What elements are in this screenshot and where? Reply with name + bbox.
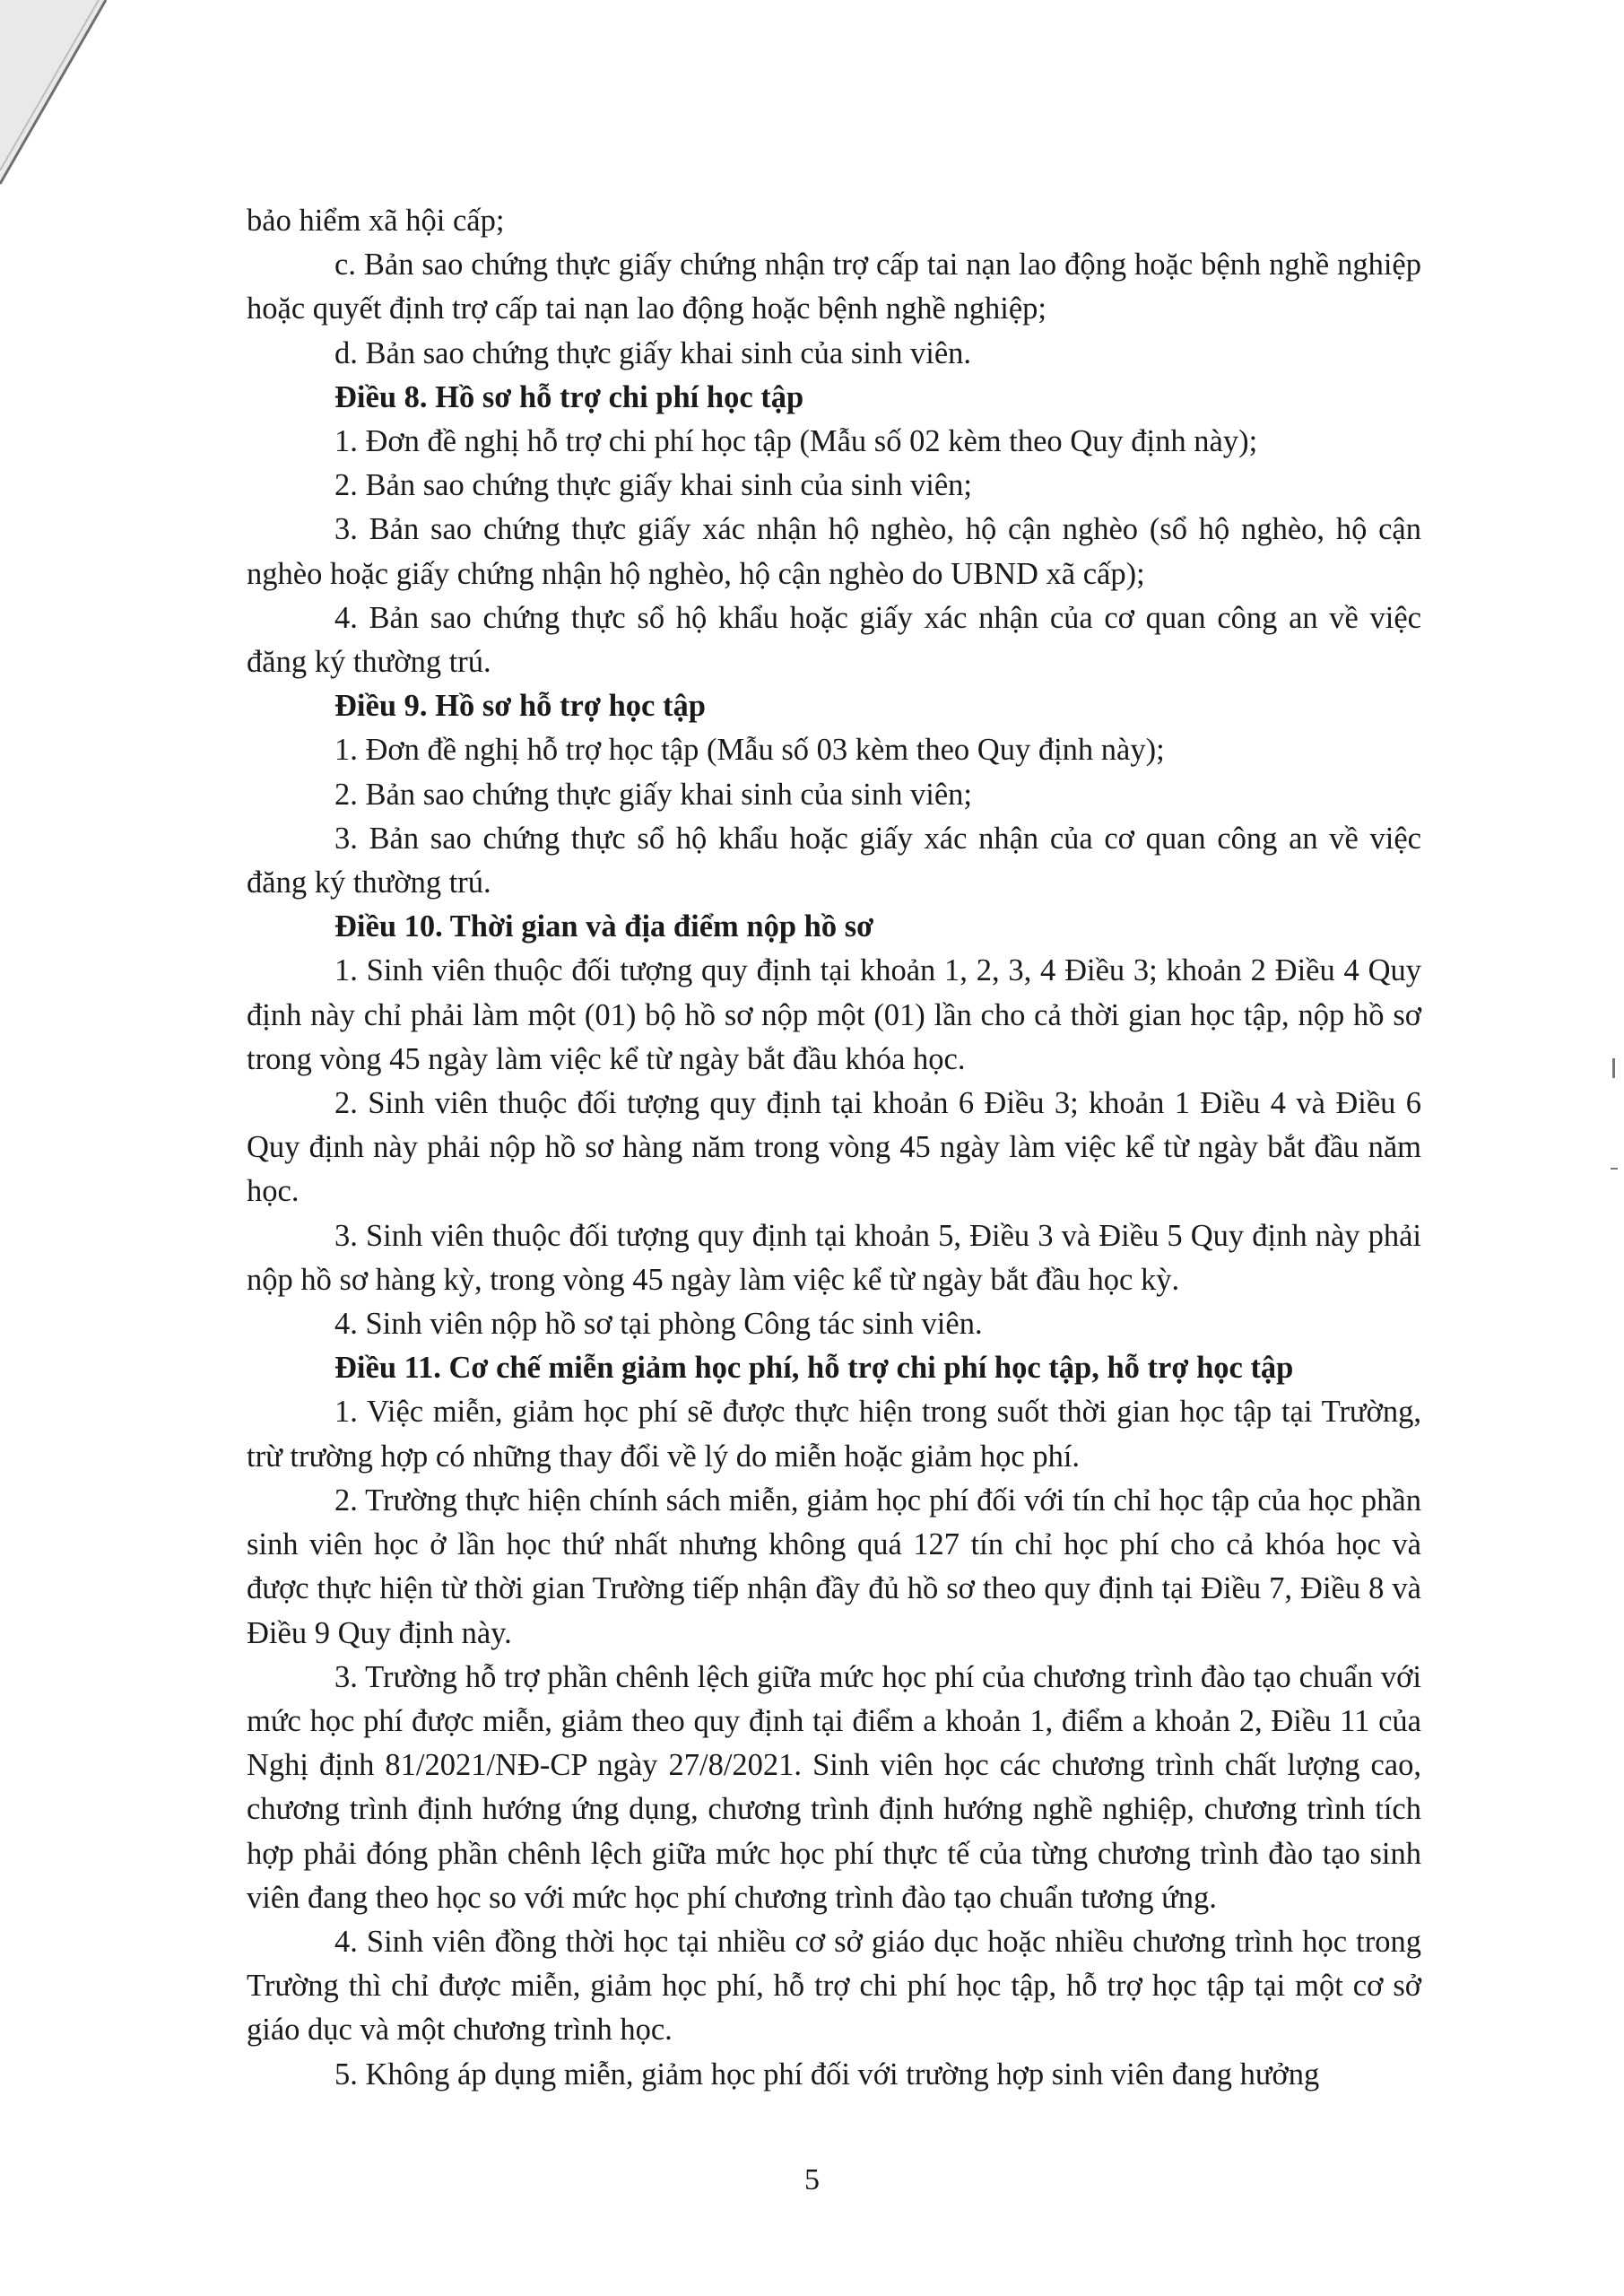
paragraph: 3. Bản sao chứng thực giấy xác nhận hộ nghèo, hộ cận nghèo (sổ hộ nghèo, hộ cận nghèo hoặc giấy chứng nhận hộ nghèo, hộ cận nghèo do UBND xã cấp);: [247, 512, 1421, 591]
paragraph: 3. Sinh viên thuộc đối tượng quy định tại khoản 5, Điều 3 và Điều 5 Quy định này phải nộp hồ sơ hàng kỳ, trong vòng 45 ngày làm việc kể từ ngày bắt đầu học kỳ.: [247, 1218, 1421, 1297]
article-heading: Điều 8. Hồ sơ hỗ trợ chi phí học tập: [334, 379, 804, 414]
article-heading: Điều 10. Thời gian và địa điểm nộp hồ sơ: [334, 909, 874, 944]
paragraph: 1. Việc miễn, giảm học phí sẽ được thực hiện trong suốt thời gian học tập tại Trường, trừ trường hợp có những thay đổi về lý do miễn hoặc giảm học phí.: [247, 1395, 1421, 1474]
paragraph: 5. Không áp dụng miễn, giảm học phí đối với trường hợp sinh viên đang hưởng: [334, 2057, 1320, 2092]
paragraph: 1. Đơn đề nghị hỗ trợ học tập (Mẫu số 03 kèm theo Quy định này);: [334, 733, 1165, 768]
paragraph: d. Bản sao chứng thực giấy khai sinh của sinh viên.: [334, 335, 972, 370]
article-heading: Điều 11. Cơ chế miễn giảm học phí, hỗ trợ chi phí học tập, hỗ trợ học tập: [334, 1351, 1294, 1386]
paragraph: c. Bản sao chứng thực giấy chứng nhận trợ cấp tai nạn lao động hoặc bệnh nghề nghiệp hoặc quyết định trợ cấp tai nạn lao động hoặc bệnh nghề nghiệp;: [247, 248, 1421, 326]
paragraph: 1. Đơn đề nghị hỗ trợ chi phí học tập (Mẫu số 02 kèm theo Quy định này);: [334, 424, 1258, 459]
paragraph: 4. Bản sao chứng thực sổ hộ khẩu hoặc giấy xác nhận của cơ quan công an về việc đăng ký thường trú.: [247, 600, 1421, 680]
paragraph: 1. Sinh viên thuộc đối tượng quy định tại khoản 1, 2, 3, 4 Điều 3; khoản 2 Điều 4 Quy định này chỉ phải làm một (01) bộ hồ sơ nộp một (01) lần cho cả thời gian học tập, nộp hồ sơ trong vòng 45 ngày làm việc kể từ ngày bắt đầu khóa học.: [247, 953, 1421, 1076]
page-number: 5: [804, 2163, 820, 2196]
scan-speck: [1611, 1168, 1618, 1170]
paragraph: 4. Sinh viên nộp hồ sơ tại phòng Công tác sinh viên.: [334, 1307, 983, 1342]
paragraph: bảo hiểm xã hội cấp;: [247, 204, 505, 238]
scan-speck: [1612, 1058, 1615, 1078]
paragraph: 4. Sinh viên đồng thời học tại nhiều cơ sở giáo dục hoặc nhiều chương trình học trong Trường thì chỉ được miễn, giảm học phí, hỗ trợ chi phí học tập, hỗ trợ học tập tại một cơ sở giáo dục và một chương trình học.: [247, 1924, 1421, 2048]
paragraph: 2. Bản sao chứng thực giấy khai sinh của sinh viên;: [334, 777, 972, 812]
paragraph: 2. Trường thực hiện chính sách miễn, giảm học phí đối với tín chỉ học tập của học phần sinh viên học ở lần học thứ nhất nhưng không quá 127 tín chỉ học phí cho cả khóa học và được thực hiện từ thời gian Trường tiếp nhận đầy đủ hồ sơ theo quy định tại Điều 7, Điều 8 và Điều 9 Quy định này.: [247, 1483, 1421, 1650]
paragraph: 2. Bản sao chứng thực giấy khai sinh của sinh viên;: [334, 468, 972, 503]
paragraph: 3. Bản sao chứng thực sổ hộ khẩu hoặc giấy xác nhận của cơ quan công an về việc đăng ký thường trú.: [247, 821, 1421, 900]
document-page: [247, 199, 1421, 2097]
scan-edge-shadow: [0, 0, 126, 206]
article-heading: Điều 9. Hồ sơ hỗ trợ học tập: [334, 689, 706, 724]
paragraph: 2. Sinh viên thuộc đối tượng quy định tại khoản 6 Điều 3; khoản 1 Điều 4 và Điều 6 Quy định này phải nộp hồ sơ hàng năm trong vòng 45 ngày làm việc kể từ ngày bắt đầu năm học.: [247, 1086, 1421, 1209]
paragraph: 3. Trường hỗ trợ phần chênh lệch giữa mức học phí của chương trình đào tạo chuẩn với mức học phí được miễn, giảm theo quy định tại điểm a khoản 1, điểm a khoản 2, Điều 11 của Nghị định 81/2021/NĐ-CP ngày 27/8/2021. Sinh viên học các chương trình chất lượng cao, chương trình định hướng ứng dụng, chương trình định hướng nghề nghiệp, chương trình tích hợp phải đóng phần chênh lệch giữa mức học phí thực tế của từng chương trình đào tạo sinh viên đang theo học so với mức học phí chương trình đào tạo chuẩn tương ứng.: [247, 1659, 1421, 1915]
